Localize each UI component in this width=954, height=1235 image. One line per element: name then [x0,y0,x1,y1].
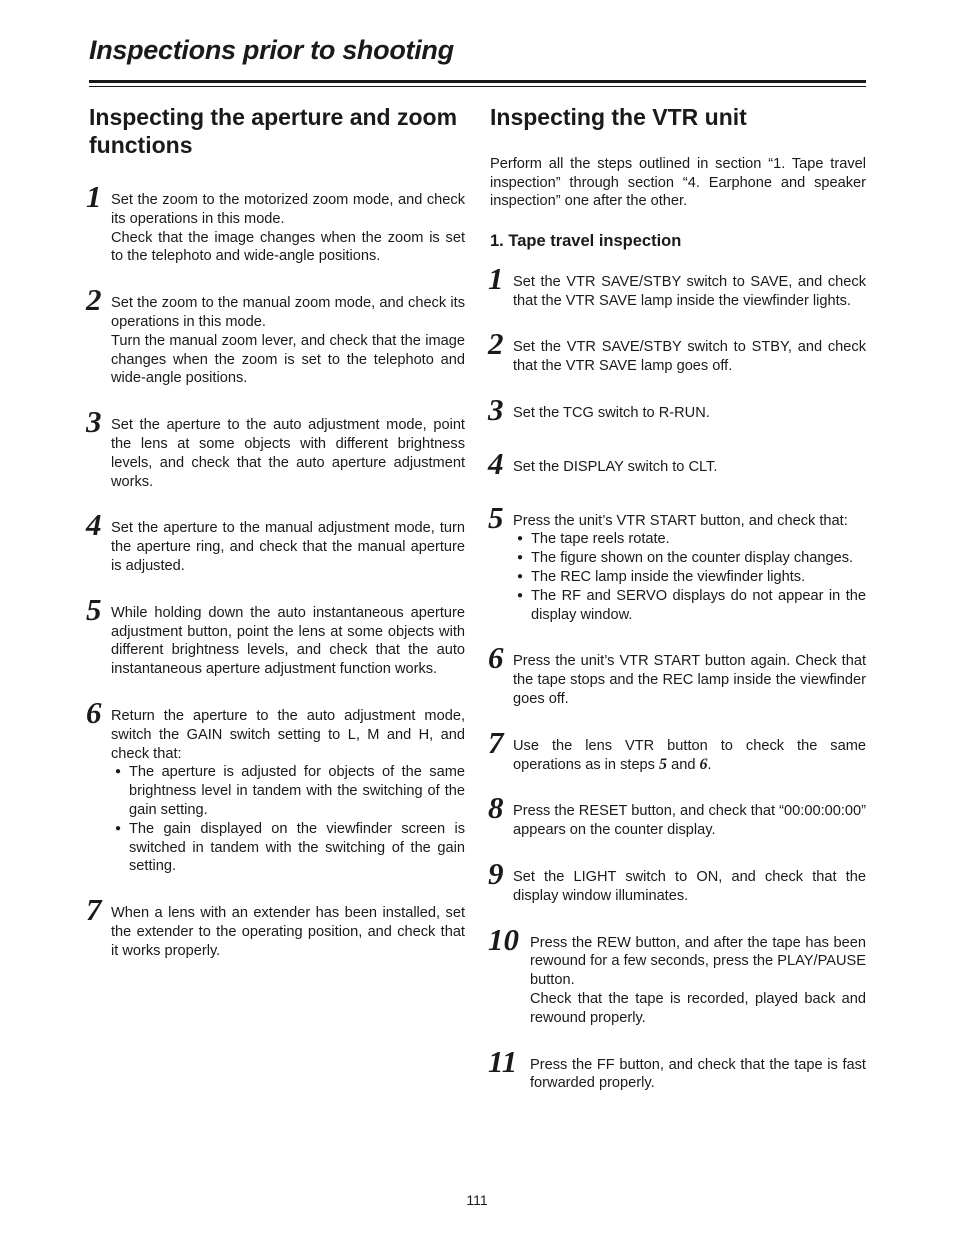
section-heading-vtr-unit: Inspecting the VTR unit [490,104,747,130]
right-step-6 [488,640,866,708]
step-text: Check that the image changes when the zoom is set to the telephoto and wide-angle positions. [111,229,465,265]
bullet-list [111,763,465,876]
step-number: 6 [86,694,102,730]
step-text: Check that the tape is recorded, played back and rewound properly. [530,990,866,1026]
step-text: While holding down the auto instantaneous aperture adjustment button, point the lens at some objects with different brightness levels, and check that the auto instantaneous aperture adjustment function works. [111,604,465,678]
step-text: Set the LIGHT switch to ON, and check that the display window illuminates. [513,868,866,904]
step-number: 6 [488,640,504,676]
step-number: 2 [488,326,504,362]
bullet-item: ● The figure shown on the counter display changes. [513,549,866,568]
left-column [86,103,465,961]
step-text: When a lens with an extender has been installed, set the extender to the operating position, and check that it works properly. [111,905,465,959]
right-step-10 [488,921,866,1028]
bullet-list [513,530,866,624]
step-reference: 5 [659,755,668,773]
step-number: 4 [488,445,504,481]
step-text: Turn the manual zoom lever, and check that the image changes when the zoom is set to the telephoto and wide-angle positions. [111,332,465,387]
header-rule-thick [89,80,866,83]
bullet-item: ● The RF and SERVO displays do not appear in the display window. [513,587,866,625]
bullet-item: ● The REC lamp inside the viewfinder lights. [513,568,866,587]
right-step-9 [488,855,866,906]
left-step-7 [86,892,465,960]
subheading-tape-travel: 1. Tape travel inspection [490,231,682,250]
right-step-4 [488,445,866,481]
step-number: 11 [488,1043,518,1079]
step-number: 10 [488,921,519,957]
page-number: 111 [466,1192,488,1208]
bullet-item: ● The tape reels rotate. [513,530,866,549]
bullet-item: ● The gain displayed on the viewfinder screen is switched in tandem with the switching of the gain setting. [111,820,465,876]
page-title: Inspections prior to shooting [89,35,454,65]
step-text: Press the FF button, and check that the tape is fast forwarded properly. [530,1056,866,1092]
step-number: 1 [488,260,504,296]
step-text: Press the unit’s VTR START button, and check that: [513,512,848,529]
step-text: Press the REW button, and after the tape has been rewound for a few seconds, press the PLAY/PAUSE button. [530,934,866,989]
right-step-11 [488,1043,866,1094]
step-text-part: and [667,756,700,773]
step-text-part: . [707,756,712,773]
step-text-part: Use the lens VTR button to check the same operations as in steps [513,737,866,773]
right-column [490,103,866,1093]
step-text: Set the VTR SAVE/STBY switch to STBY, and check that the VTR SAVE lamp goes off. [513,339,866,375]
right-step-7 [488,724,866,775]
step-text: Press the unit’s VTR START button again. Check that the tape stops and the REC lamp inside the viewfinder goes off. [513,653,866,707]
step-text: Set the zoom to the motorized zoom mode, and check its operations in this mode. [111,192,465,227]
step-text: Press the RESET button, and check that “00:00:00:00” appears on the counter display. [513,803,866,839]
bullet-item: ● The aperture is adjusted for objects of the same brightness level in tandem with the switching of the gain setting. [111,763,465,819]
right-step-3 [488,391,866,427]
step-number: 3 [488,391,504,427]
step-number: 2 [86,282,102,318]
step-number: 9 [488,855,504,891]
section-heading-aperture-zoom: Inspecting the aperture and zoom functions [89,104,458,158]
step-number: 7 [86,892,102,928]
step-text: Set the DISPLAY switch to CLT. [513,458,718,475]
right-step-5 [488,499,866,625]
step-number: 5 [488,499,504,535]
step-number: 4 [86,507,102,543]
step-text: Set the TCG switch to R-RUN. [513,404,710,421]
left-step-6 [86,694,465,876]
left-step-1 [86,179,465,266]
right-step-2 [488,326,866,376]
left-step-3 [86,404,465,491]
intro-paragraph: Perform all the steps outlined in section “1. Tape travel inspection” through section “4. Earphone and speaker inspection” one after the other. [490,156,866,210]
right-step-1 [488,260,866,311]
step-number: 8 [488,790,504,826]
step-text: Set the aperture to the auto adjustment mode, point the lens at some objects with different brightness levels, and check that the auto aperture adjustment works. [111,417,465,490]
step-number: 7 [488,724,504,760]
step-number: 3 [86,404,102,440]
header-rule-thin [89,86,866,87]
left-step-5 [86,591,465,679]
step-number: 1 [86,179,102,214]
left-step-4 [86,507,465,575]
step-reference: 6 [699,755,708,773]
step-text: Set the aperture to the manual adjustment mode, turn the aperture ring, and check that the manual aperture is adjusted. [111,520,465,574]
step-number: 5 [86,591,102,627]
right-step-8 [488,790,866,840]
step-text [513,737,866,775]
step-text: Set the zoom to the manual zoom mode, and check its operations in this mode. [111,295,465,330]
left-step-2 [86,282,465,388]
step-text: Return the aperture to the auto adjustment mode, switch the GAIN switch setting to L, M and H, and check that: [111,707,465,762]
step-text: Set the VTR SAVE/STBY switch to SAVE, and check that the VTR SAVE lamp inside the viewfinder lights. [513,273,866,309]
